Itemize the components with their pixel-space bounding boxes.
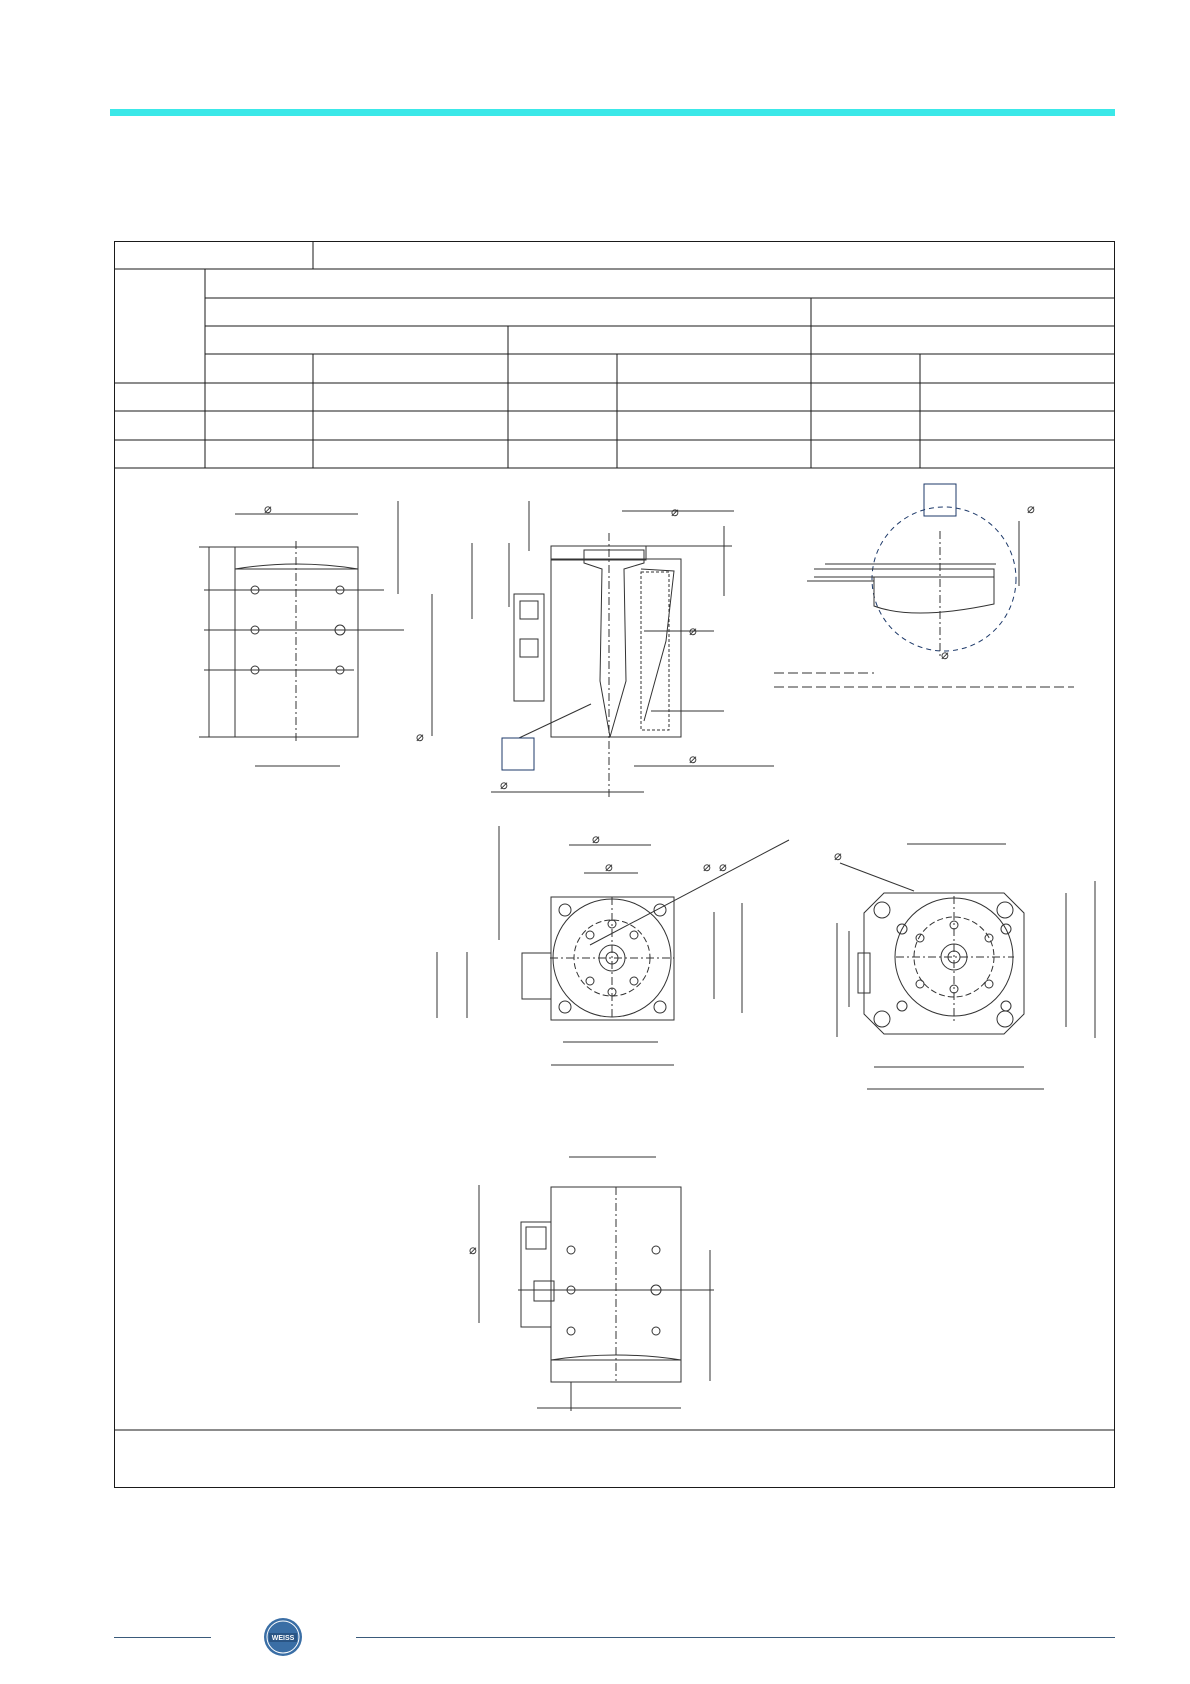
svg-text:⌀: ⌀	[605, 859, 613, 874]
table-grid	[114, 241, 1115, 1488]
svg-text:⌀: ⌀	[834, 848, 842, 863]
footer-rule-left	[114, 1637, 211, 1638]
svg-text:⌀: ⌀	[469, 1242, 477, 1257]
svg-text:⌀: ⌀	[671, 504, 679, 519]
logo-text: WEISS	[271, 1635, 295, 1642]
section-view	[472, 501, 774, 799]
detail-view	[774, 484, 1074, 687]
svg-text:⌀: ⌀	[689, 751, 697, 766]
svg-text:⌀: ⌀	[500, 777, 508, 792]
svg-text:⌀: ⌀	[703, 859, 711, 874]
svg-text:⌀: ⌀	[592, 831, 600, 846]
table-frame	[115, 242, 1115, 1488]
top-view	[437, 826, 789, 1065]
side-view-bottom	[469, 1157, 714, 1411]
svg-text:⌀: ⌀	[416, 729, 424, 744]
top-view-alt	[834, 844, 1095, 1089]
dimension-table	[114, 241, 1115, 1488]
svg-text:⌀: ⌀	[689, 623, 697, 638]
weiss-logo	[263, 1617, 303, 1657]
svg-text:⌀: ⌀	[941, 647, 949, 662]
accent-bar	[110, 109, 1115, 116]
svg-text:⌀: ⌀	[719, 859, 727, 874]
side-view-left	[199, 501, 432, 766]
svg-text:⌀: ⌀	[1027, 501, 1035, 516]
svg-text:⌀: ⌀	[264, 501, 272, 516]
footer-rule-right	[356, 1637, 1115, 1638]
